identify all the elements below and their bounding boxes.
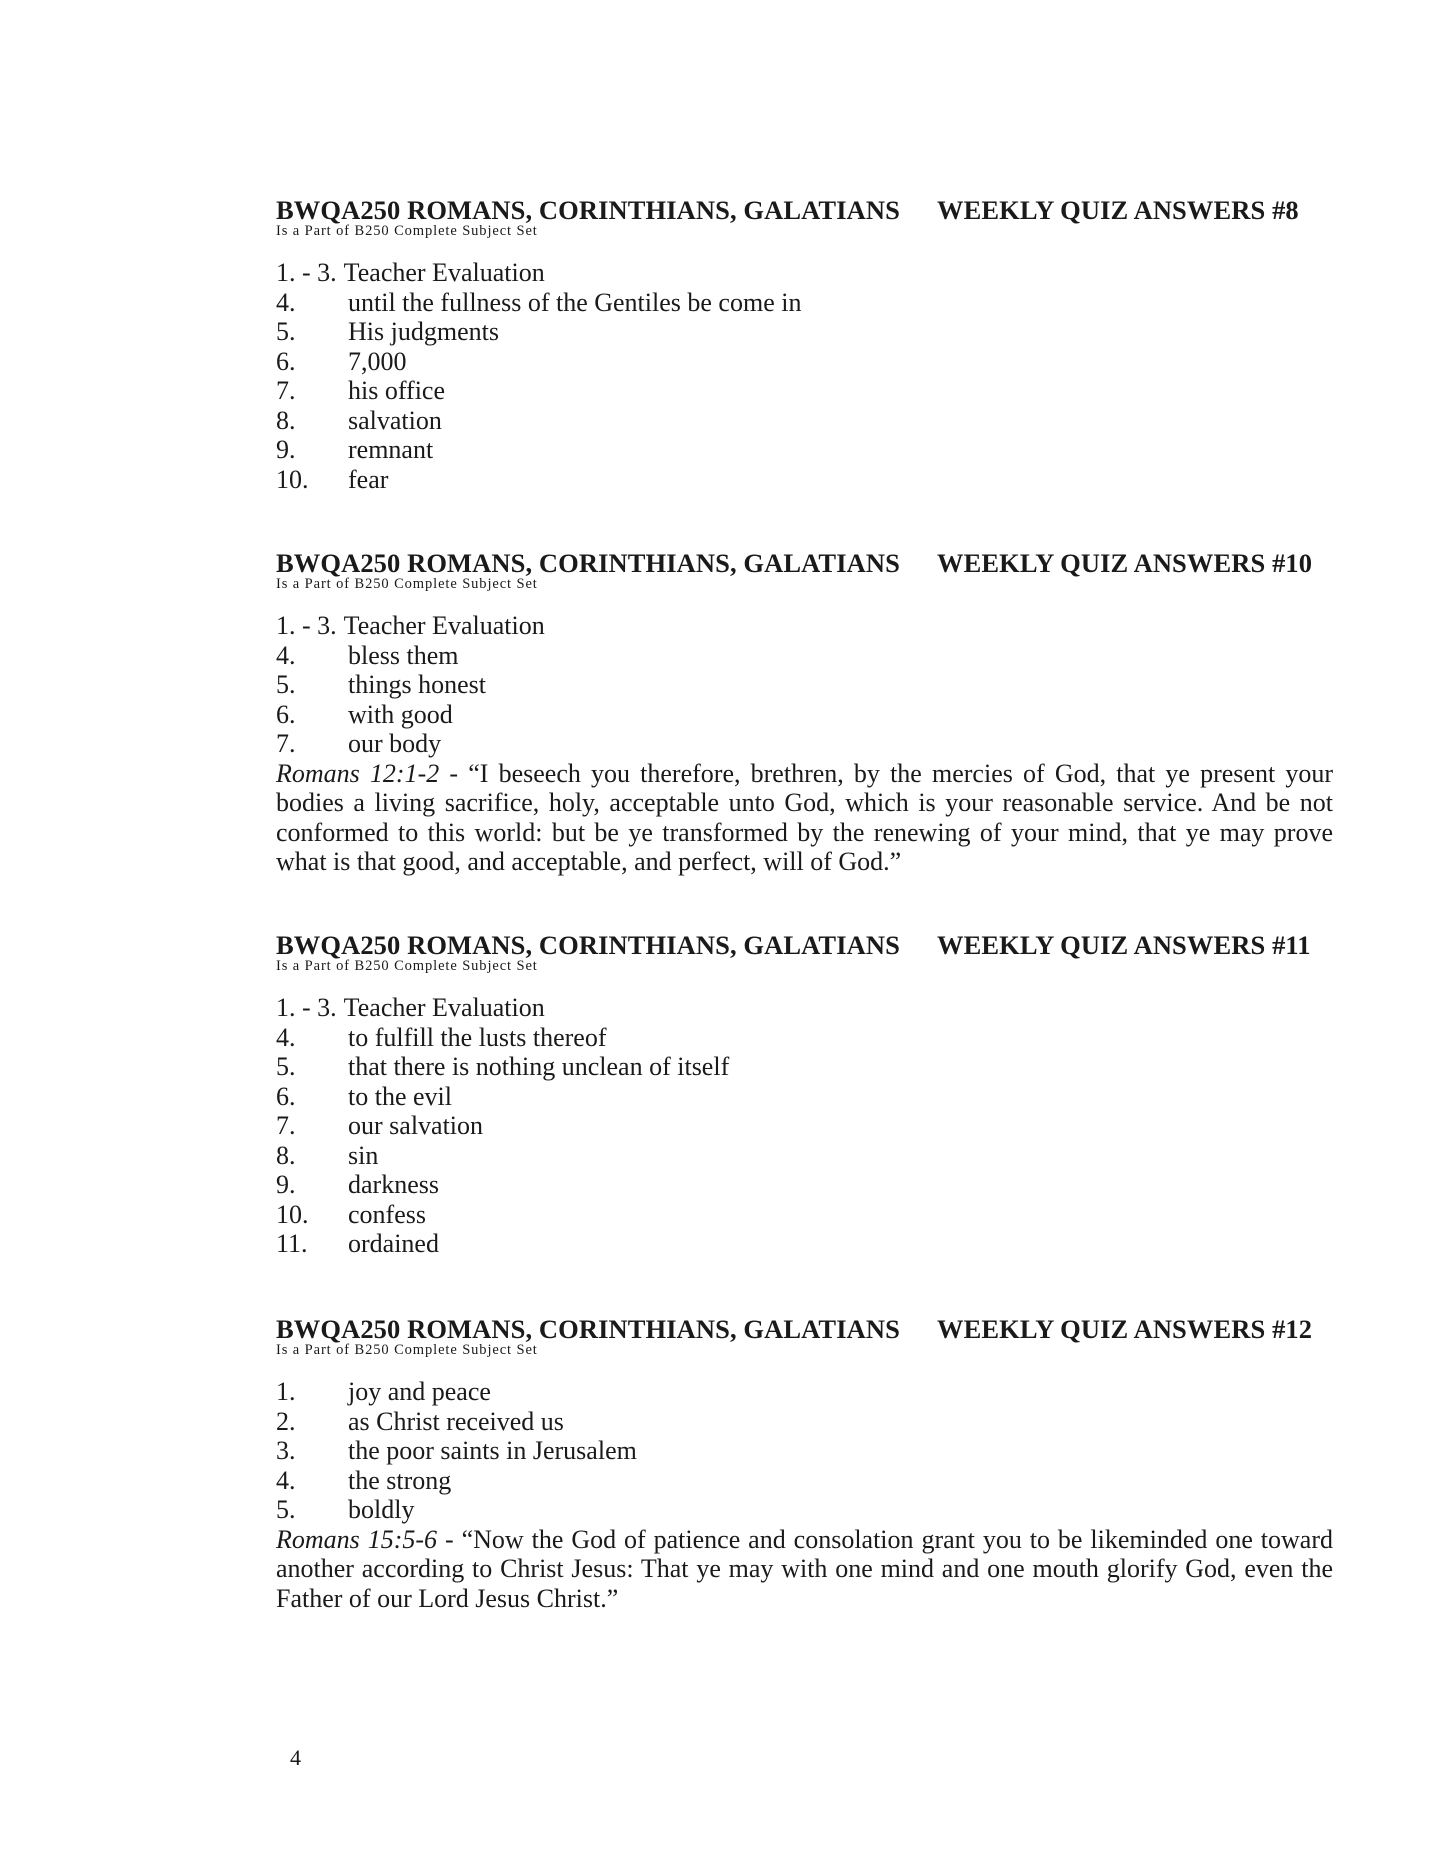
answer-number: 4. (276, 1465, 296, 1495)
answer-text: salvation (348, 405, 442, 435)
answer-text: that there is nothing unclean of itself (348, 1052, 730, 1081)
answer-item (276, 1436, 1336, 1466)
answer-text: as Christ received us (348, 1406, 564, 1436)
answer-text: ordained (348, 1229, 439, 1258)
answer-number: 7. (276, 729, 296, 758)
answer-number: 4. (276, 1022, 296, 1052)
answer-item (276, 406, 1336, 436)
answer-item (276, 347, 1336, 377)
answer-text: the poor saints in Jerusalem (348, 1436, 637, 1465)
answer-number: 1. - 3. (276, 993, 337, 1022)
answer-number: 10. (276, 464, 309, 494)
answer-text: to fulfill the lusts thereof (348, 1022, 607, 1052)
answer-text: confess (348, 1199, 426, 1229)
quiz-section-8 (276, 195, 1336, 494)
section-subtitle: Is a Part of B250 Complete Subject Set (276, 1342, 538, 1358)
answer-text: his office (348, 376, 445, 405)
section-subtitle: Is a Part of B250 Complete Subject Set (276, 576, 538, 592)
answer-item (276, 435, 1336, 465)
answer-number: 1. - 3. (276, 258, 337, 287)
answer-item (276, 258, 1336, 288)
answer-number: 9. (276, 1170, 296, 1199)
answer-number: 1. (276, 1377, 296, 1406)
answer-text: joy and peace (348, 1377, 491, 1406)
answer-text: bless them (348, 640, 459, 670)
answer-item (276, 376, 1336, 406)
answer-text: Teacher Evaluation (343, 258, 545, 287)
answer-text: our salvation (348, 1111, 484, 1140)
series-title: BWQA250 ROMANS, CORINTHIANS, GALATIANS (276, 1314, 900, 1344)
answer-item (276, 729, 1336, 759)
answer-item (276, 1495, 1336, 1525)
answer-item (276, 1052, 1336, 1082)
answer-item (276, 1229, 1336, 1259)
answer-number: 9. (276, 435, 296, 464)
answer-text: Teacher Evaluation (343, 993, 545, 1022)
answer-text: 7,000 (348, 346, 407, 376)
answer-number: 5. (276, 1495, 296, 1524)
answer-item (276, 670, 1336, 700)
answer-list (276, 1377, 1336, 1613)
answer-text: sin (348, 1140, 379, 1170)
answer-item (276, 1200, 1336, 1230)
page-number: 4 (290, 1745, 301, 1770)
answer-text: the strong (348, 1465, 452, 1495)
answer-text: Teacher Evaluation (343, 611, 545, 640)
quiz-section-12 (276, 1314, 1336, 1613)
answer-text: with good (348, 699, 453, 729)
answer-number: 2. (276, 1406, 296, 1436)
answer-number: 11. (276, 1229, 308, 1258)
answer-number: 6. (276, 699, 296, 729)
answer-item (276, 317, 1336, 347)
answer-item (276, 700, 1336, 730)
answer-number: 4. (276, 640, 296, 670)
answer-item (276, 1082, 1336, 1112)
verse-text: - “I beseech you therefore, brethren, by the mercies of God, that ye present your bodies a living sacrifice, holy, acceptable unto God, which is your reasonable service. And be not conformed to this world: but be ye transformed by the renewing of your mind, that ye may prove what is that good, and acceptable, and perfect, will of God.” (276, 758, 1333, 876)
answer-number: 10. (276, 1199, 309, 1229)
answer-text: darkness (348, 1170, 439, 1199)
answer-text: until the fullness of the Gentiles be come in (348, 287, 802, 317)
quiz-section-11 (276, 930, 1336, 1259)
answer-text: to the evil (348, 1081, 452, 1111)
scripture-verse (276, 1525, 1333, 1614)
answer-number: 6. (276, 346, 296, 376)
verse-text: - “Now the God of patience and consolation grant you to be likeminded one toward another according to Christ Jesus: That ye may with one mind and one mouth glorify God, even the Father of our Lord Jesus Christ.” (276, 1524, 1334, 1613)
quiz-title: WEEKLY QUIZ ANSWERS #10 (937, 548, 1313, 578)
quiz-title: WEEKLY QUIZ ANSWERS #12 (937, 1314, 1313, 1344)
series-title: BWQA250 ROMANS, CORINTHIANS, GALATIANS (276, 548, 900, 578)
answer-number: 8. (276, 1140, 296, 1170)
section-subtitle: Is a Part of B250 Complete Subject Set (276, 958, 538, 974)
answer-list (276, 993, 1336, 1259)
verse-reference: Romans 15:5-6 (276, 1524, 438, 1554)
answer-item (276, 993, 1336, 1023)
answer-number: 7. (276, 1111, 296, 1140)
answer-number: 5. (276, 670, 296, 699)
answer-number: 5. (276, 317, 296, 346)
quiz-section-10 (276, 548, 1336, 877)
series-title: BWQA250 ROMANS, CORINTHIANS, GALATIANS (276, 930, 900, 960)
answer-item (276, 1407, 1336, 1437)
answer-number: 7. (276, 376, 296, 405)
answer-list (276, 258, 1336, 494)
scripture-verse (276, 759, 1333, 877)
answer-item (276, 1170, 1336, 1200)
quiz-title: WEEKLY QUIZ ANSWERS #8 (937, 195, 1299, 225)
series-title: BWQA250 ROMANS, CORINTHIANS, GALATIANS (276, 195, 900, 225)
answer-text: boldly (348, 1495, 415, 1524)
answer-item (276, 1377, 1336, 1407)
answer-item (276, 1141, 1336, 1171)
answer-item (276, 1111, 1336, 1141)
answer-number: 5. (276, 1052, 296, 1081)
answer-item (276, 1466, 1336, 1496)
answer-number: 8. (276, 405, 296, 435)
answer-item (276, 1023, 1336, 1053)
answer-text: His judgments (348, 317, 499, 346)
section-title (276, 195, 1336, 225)
section-title (276, 930, 1336, 960)
quiz-title: WEEKLY QUIZ ANSWERS #11 (937, 930, 1311, 960)
section-title (276, 1314, 1336, 1344)
answer-number: 1. - 3. (276, 611, 337, 640)
answer-item (276, 465, 1336, 495)
answer-text: our body (348, 729, 442, 758)
answer-number: 3. (276, 1436, 296, 1465)
answer-text: remnant (348, 435, 434, 464)
answer-number: 4. (276, 287, 296, 317)
verse-reference: Romans 12:1-2 (276, 758, 440, 788)
answer-item (276, 611, 1336, 641)
answer-text: things honest (348, 670, 486, 699)
section-subtitle: Is a Part of B250 Complete Subject Set (276, 223, 538, 239)
answer-text: fear (348, 464, 389, 494)
answer-item (276, 288, 1336, 318)
answer-number: 6. (276, 1081, 296, 1111)
section-title (276, 548, 1336, 578)
answer-list (276, 611, 1336, 877)
answer-item (276, 641, 1336, 671)
